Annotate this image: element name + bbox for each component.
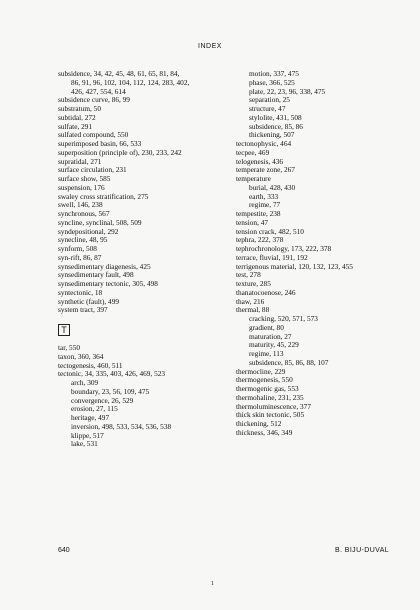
index-entry: supratidal, 271 [58,156,102,166]
index-entry: thickening, 512 [236,419,282,428]
index-entry: thick skin tectonic, 505 [236,410,305,420]
index-subentry: subsidence, 85, 86 [249,121,303,131]
bottom-mark: 1 [211,581,214,587]
index-entry: tephrochronology, 173, 222, 378 [236,244,332,253]
index-entry: tectogenesis, 460, 511 [58,360,123,370]
index-entry: surface circulation, 231 [58,165,127,175]
index-entry: swell, 146, 238 [58,200,103,210]
index-subentry: subsidence, 85, 86, 88, 107 [249,357,329,367]
page-number: 640 [58,547,70,554]
index-entry: syntectonic, 18 [58,287,103,297]
index-entry: tar, 550 [58,343,80,352]
index-entry: synthetic (fault), 499 [58,296,119,306]
index-entry: tectonophysic, 464 [236,139,292,148]
index-entry: superimposed basin, 66, 533 [58,139,142,148]
index-subentry: structure, 47 [249,104,286,113]
index-entry: suspension, 176 [58,182,105,192]
index-entry: synsedimentary tectonic, 305, 498 [58,279,158,288]
index-entry: synecline, 48, 95 [58,235,108,245]
index-subentry: lake, 531 [71,439,98,449]
section-letter-box: T [58,324,70,336]
index-subentry: separation, 25 [249,95,290,105]
index-subentry: maturation, 27 [249,331,292,341]
index-entry: substratum, 50 [58,104,101,113]
index-subentry: cracking, 520, 571, 573 [249,314,318,323]
running-header: INDEX [198,43,222,50]
index-entry: telogenesis, 436 [236,156,284,166]
index-entry: thermoluminescence, 377 [236,401,311,411]
index-entry: synform, 508 [58,244,97,253]
index-entry: syndepositional, 292 [58,226,119,236]
t-entries [58,344,228,449]
index-subentry: regime, 113 [249,349,284,358]
index-entry: syncline, synclinal, 508, 509 [58,217,142,227]
index-subentry: thickening, 507 [249,130,295,140]
left-column [58,70,228,449]
index-entry: tension crack, 482, 510 [236,226,304,236]
index-entry: tempestite, 238 [236,209,281,218]
index-subentry: maturity, 45, 229 [249,340,299,350]
index-entry: subtidal, 272 [58,112,96,122]
index-entry: tension, 47 [236,217,269,227]
index-entry: synsedimentary fault, 498 [58,270,134,280]
index-entry: surface show, 585 [58,174,111,183]
index-subentry: heritage, 497 [71,413,110,422]
index-entry: subsidence curve, 86, 99 [58,95,130,105]
index-entry: thickness, 346, 349 [236,427,293,437]
index-entry: synchronous, 567 [58,209,110,218]
index-entry: thermocline, 229 [236,366,286,376]
index-subentry: 426, 427, 554, 614 [71,86,126,96]
index-subentry: erosion, 27, 115 [71,404,118,414]
index-subentry: arch, 309 [71,378,99,387]
index-entry: system tract, 397 [58,305,108,315]
index-entry: temperate zone, 267 [236,165,295,175]
footer-author: B. BIJU-DUVAL [335,547,390,554]
index-subentry: plate, 22, 23, 96, 338, 475 [249,86,326,96]
index-subentry: 86, 91, 96, 102, 104, 112, 124, 283, 402, [71,77,190,87]
index-subentry: convergence, 26, 529 [71,395,134,405]
index-entry: temperature [236,174,271,183]
index-entry: thermohaline, 231, 235 [236,392,304,402]
index-entry: tephra, 222, 378 [236,235,284,245]
index-entry: terrace, fluvial, 191, 192 [236,252,308,262]
index-entry: sulfated compound, 550 [58,130,129,140]
index-entry: test, 278 [236,270,261,280]
index-entry: syn-rift, 86, 87 [58,252,102,262]
index-subentry: gradient, 80 [249,322,284,332]
index-subentry: stylolite, 431, 508 [249,112,302,122]
index-entry: tecpee, 469 [236,147,270,157]
index-entry: thaw, 216 [236,296,265,306]
index-subentry: regime, 77 [249,200,281,210]
index-subentry: klippe, 517 [71,430,104,440]
index-entry: synsedimentary diagenesis, 425 [58,261,151,271]
index-entry: superposition (principle of), 230, 233, 242 [58,147,182,157]
index-entry: thermogenesis, 550 [236,375,293,385]
s-entries [58,70,228,315]
index-entry: terrigenous material, 120, 132, 123, 455 [236,261,353,271]
index-entry: thermogenic gas, 553 [236,384,299,393]
index-entry: subsidence, 34, 42, 45, 48, 61, 65, 81, 84, [58,69,180,78]
index-entry: sulfate, 291 [58,121,93,131]
index-subentry: burial, 428, 430 [249,182,296,192]
index-subentry: phase, 366, 525 [249,77,295,87]
index-subentry: boundary, 23, 56, 109, 475 [71,386,150,396]
index-entry: thanatocoenose, 246 [236,287,296,297]
index-entry: texture, 285 [236,279,271,288]
index-subentry: earth, 333 [249,191,279,201]
index-subentry: inversion, 498, 533, 534, 536, 538 [71,421,172,431]
right-column [236,70,401,438]
index-entry: tectonic, 34, 335, 403, 426, 469, 523 [58,369,166,379]
index-entry: taxon, 360, 364 [58,351,104,361]
index-entry: swaley cross stratification, 275 [58,191,149,201]
index-entry: thermal, 88 [236,305,270,315]
index-subentry: motion, 337, 475 [249,69,299,78]
